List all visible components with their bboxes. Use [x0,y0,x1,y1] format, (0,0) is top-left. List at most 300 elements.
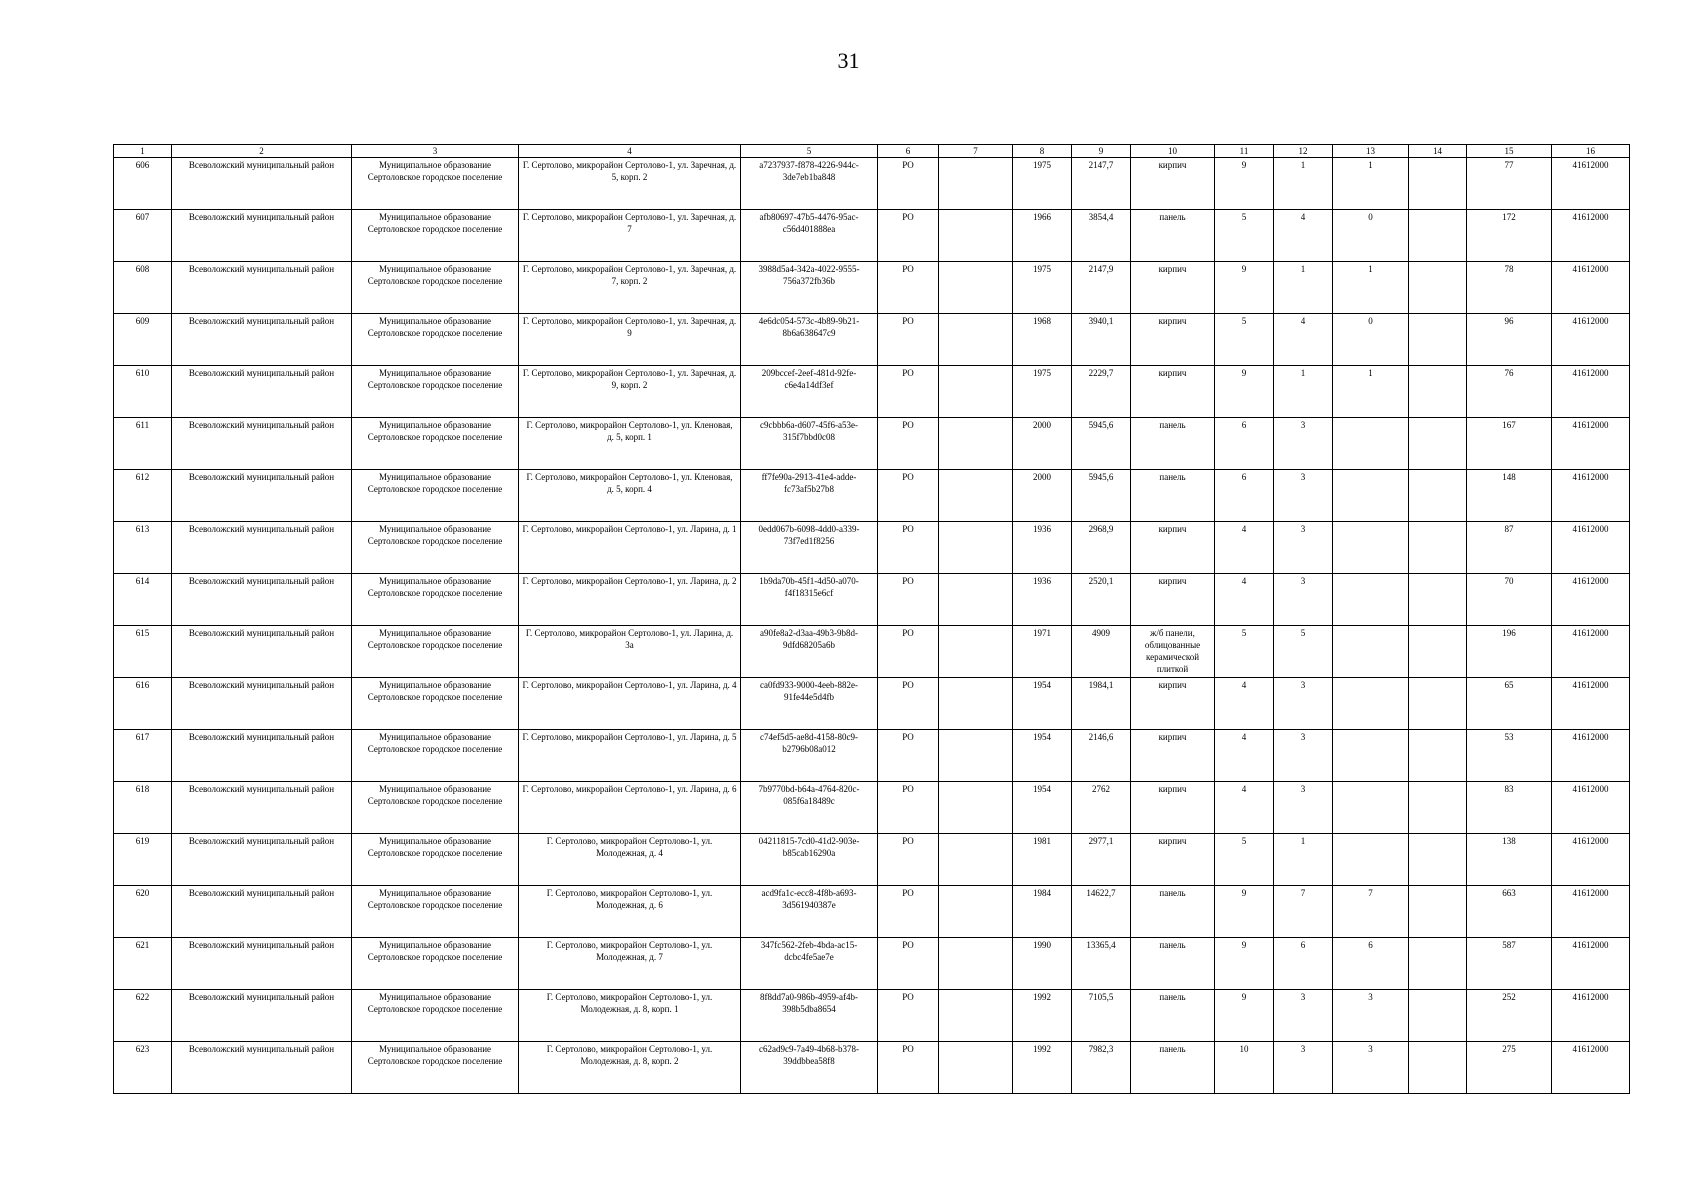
area-cell: 13365,4 [1072,938,1131,990]
area-cell: 2977,1 [1072,834,1131,886]
wall-material-cell: кирпич [1131,678,1215,730]
table-row [114,158,1630,210]
table-row [114,990,1630,1042]
year-cell: 1954 [1013,730,1072,782]
form-cell: РО [878,730,939,782]
wall-material-cell: ж/б панели, облицованные керамической плиткой [1131,626,1215,678]
wall-material-cell: кирпич [1131,522,1215,574]
col14-cell [1409,158,1467,210]
row-number: 616 [114,678,172,730]
wall-material-cell: кирпич [1131,314,1215,366]
oktmo-cell: 41612000 [1552,574,1630,626]
district-cell: Всеволожский муниципальный район [172,626,352,678]
year-cell: 2000 [1013,470,1072,522]
wall-material-cell: кирпич [1131,730,1215,782]
municipality-cell: Муниципальное образование Сертоловское городское поселение [352,262,519,314]
area-cell: 4909 [1072,626,1131,678]
floors-cell: 9 [1215,158,1274,210]
year-cell: 1975 [1013,366,1072,418]
col14-cell [1409,522,1467,574]
floors-cell: 5 [1215,314,1274,366]
col13-cell: 3 [1333,990,1409,1042]
residents-cell: 53 [1467,730,1552,782]
row-number: 619 [114,834,172,886]
residents-cell: 167 [1467,418,1552,470]
area-cell: 3854,4 [1072,210,1131,262]
page-number: 31 [837,48,860,73]
col14-cell [1409,886,1467,938]
table-row [114,314,1630,366]
wall-material-cell: панель [1131,210,1215,262]
col7-cell [939,834,1013,886]
area-cell: 5945,6 [1072,470,1131,522]
entrances-cell: 3 [1274,782,1333,834]
residents-cell: 76 [1467,366,1552,418]
wall-material-cell: кирпич [1131,834,1215,886]
col14-cell [1409,210,1467,262]
municipality-cell: Муниципальное образование Сертоловское городское поселение [352,678,519,730]
col7-cell [939,886,1013,938]
col7-cell [939,314,1013,366]
form-cell: РО [878,626,939,678]
oktmo-cell: 41612000 [1552,522,1630,574]
row-number: 620 [114,886,172,938]
column-number-header: 15 [1467,145,1552,158]
form-cell: РО [878,418,939,470]
oktmo-cell: 41612000 [1552,210,1630,262]
table-row [114,262,1630,314]
entrances-cell: 3 [1274,1042,1333,1094]
year-cell: 2000 [1013,418,1072,470]
floors-cell: 9 [1215,366,1274,418]
row-number: 607 [114,210,172,262]
address-cell: Г. Сертолово, микрорайон Сертолово-1, ул. Ларина, д. 1 [519,522,741,574]
municipality-cell: Муниципальное образование Сертоловское городское поселение [352,574,519,626]
col13-cell: 3 [1333,1042,1409,1094]
table-row [114,834,1630,886]
house-guid-cell: 209bccef-2eef-481d-92fe-c6e4a14df3ef [741,366,878,418]
col13-cell: 1 [1333,262,1409,314]
col13-cell [1333,730,1409,782]
table-row [114,1042,1630,1094]
col14-cell [1409,626,1467,678]
oktmo-cell: 41612000 [1552,1042,1630,1094]
col7-cell [939,262,1013,314]
residents-cell: 663 [1467,886,1552,938]
form-cell: РО [878,262,939,314]
floors-cell: 4 [1215,678,1274,730]
column-number-header: 7 [939,145,1013,158]
district-cell: Всеволожский муниципальный район [172,470,352,522]
address-cell: Г. Сертолово, микрорайон Сертолово-1, ул. Молодежная, д. 7 [519,938,741,990]
municipality-cell: Муниципальное образование Сертоловское городское поселение [352,938,519,990]
col13-cell: 1 [1333,158,1409,210]
year-cell: 1936 [1013,522,1072,574]
row-number: 622 [114,990,172,1042]
address-cell: Г. Сертолово, микрорайон Сертолово-1, ул. Заречная, д. 7, корп. 2 [519,262,741,314]
oktmo-cell: 41612000 [1552,158,1630,210]
year-cell: 1968 [1013,314,1072,366]
form-cell: РО [878,470,939,522]
district-cell: Всеволожский муниципальный район [172,314,352,366]
house-guid-cell: ca0fd933-9000-4eeb-882e-91fe44e5d4fb [741,678,878,730]
column-number-header: 9 [1072,145,1131,158]
district-cell: Всеволожский муниципальный район [172,990,352,1042]
house-guid-cell: c74ef5d5-ae8d-4158-80c9-b2796b08a012 [741,730,878,782]
row-number: 606 [114,158,172,210]
column-number-row [114,145,1630,158]
area-cell: 2229,7 [1072,366,1131,418]
floors-cell: 4 [1215,574,1274,626]
residents-cell: 275 [1467,1042,1552,1094]
municipality-cell: Муниципальное образование Сертоловское городское поселение [352,522,519,574]
district-cell: Всеволожский муниципальный район [172,366,352,418]
column-number-header: 3 [352,145,519,158]
residents-cell: 196 [1467,626,1552,678]
column-number-header: 12 [1274,145,1333,158]
house-guid-cell: 1b9da70b-45f1-4d50-a070-f4f18315e6cf [741,574,878,626]
col7-cell [939,522,1013,574]
house-guid-cell: 3988d5a4-342a-4022-9555-756a372fb36b [741,262,878,314]
floors-cell: 9 [1215,990,1274,1042]
house-guid-cell: 0edd067b-6098-4dd0-a339-73f7ed1f8256 [741,522,878,574]
row-number: 613 [114,522,172,574]
district-cell: Всеволожский муниципальный район [172,938,352,990]
floors-cell: 9 [1215,938,1274,990]
entrances-cell: 5 [1274,626,1333,678]
oktmo-cell: 41612000 [1552,626,1630,678]
house-guid-cell: ff7fe90a-2913-41e4-adde-fc73af5b27b8 [741,470,878,522]
municipality-cell: Муниципальное образование Сертоловское городское поселение [352,1042,519,1094]
address-cell: Г. Сертолово, микрорайон Сертолово-1, ул. Молодежная, д. 4 [519,834,741,886]
form-cell: РО [878,210,939,262]
area-cell: 7105,5 [1072,990,1131,1042]
col14-cell [1409,418,1467,470]
district-cell: Всеволожский муниципальный район [172,730,352,782]
table-body [114,158,1630,1094]
area-cell: 1984,1 [1072,678,1131,730]
district-cell: Всеволожский муниципальный район [172,782,352,834]
col7-cell [939,418,1013,470]
row-number: 614 [114,574,172,626]
entrances-cell: 4 [1274,210,1333,262]
table-row [114,886,1630,938]
col13-cell: 6 [1333,938,1409,990]
col14-cell [1409,470,1467,522]
year-cell: 1992 [1013,990,1072,1042]
house-guid-cell: acd9fa1c-ecc8-4f8b-a693-3d561940387e [741,886,878,938]
area-cell: 5945,6 [1072,418,1131,470]
row-number: 608 [114,262,172,314]
entrances-cell: 6 [1274,938,1333,990]
residents-cell: 65 [1467,678,1552,730]
entrances-cell: 3 [1274,574,1333,626]
form-cell: РО [878,158,939,210]
column-number-header: 4 [519,145,741,158]
form-cell: РО [878,782,939,834]
col14-cell [1409,1042,1467,1094]
wall-material-cell: панель [1131,470,1215,522]
oktmo-cell: 41612000 [1552,418,1630,470]
column-number-header: 16 [1552,145,1630,158]
municipality-cell: Муниципальное образование Сертоловское городское поселение [352,782,519,834]
row-number: 623 [114,1042,172,1094]
entrances-cell: 3 [1274,470,1333,522]
col7-cell [939,366,1013,418]
floors-cell: 4 [1215,782,1274,834]
address-cell: Г. Сертолово, микрорайон Сертолово-1, ул. Ларина, д. 4 [519,678,741,730]
house-guid-cell: c9cbbb6a-d607-45f6-a53e-315f7bbd0c08 [741,418,878,470]
area-cell: 2147,7 [1072,158,1131,210]
table-row [114,626,1630,678]
address-cell: Г. Сертолово, микрорайон Сертолово-1, ул. Заречная, д. 5, корп. 2 [519,158,741,210]
wall-material-cell: панель [1131,938,1215,990]
table-row [114,418,1630,470]
col14-cell [1409,574,1467,626]
residents-cell: 148 [1467,470,1552,522]
wall-material-cell: кирпич [1131,782,1215,834]
residents-cell: 252 [1467,990,1552,1042]
residents-cell: 83 [1467,782,1552,834]
house-guid-cell: 04211815-7cd0-41d2-903e-b85cab16290a [741,834,878,886]
entrances-cell: 4 [1274,314,1333,366]
col13-cell [1333,678,1409,730]
row-number: 611 [114,418,172,470]
col7-cell [939,626,1013,678]
wall-material-cell: кирпич [1131,262,1215,314]
col14-cell [1409,314,1467,366]
col7-cell [939,210,1013,262]
row-number: 612 [114,470,172,522]
area-cell: 2968,9 [1072,522,1131,574]
floors-cell: 10 [1215,1042,1274,1094]
municipality-cell: Муниципальное образование Сертоловское городское поселение [352,834,519,886]
municipality-cell: Муниципальное образование Сертоловское городское поселение [352,210,519,262]
column-number-header: 6 [878,145,939,158]
district-cell: Всеволожский муниципальный район [172,834,352,886]
year-cell: 1975 [1013,158,1072,210]
municipality-cell: Муниципальное образование Сертоловское городское поселение [352,418,519,470]
address-cell: Г. Сертолово, микрорайон Сертолово-1, ул. Заречная, д. 9, корп. 2 [519,366,741,418]
year-cell: 1975 [1013,262,1072,314]
address-cell: Г. Сертолово, микрорайон Сертолово-1, ул. Заречная, д. 7 [519,210,741,262]
wall-material-cell: кирпич [1131,574,1215,626]
oktmo-cell: 41612000 [1552,730,1630,782]
wall-material-cell: панель [1131,418,1215,470]
house-guid-cell: c62ad9c9-7a49-4b68-b378-39ddbbea58f8 [741,1042,878,1094]
table-row [114,366,1630,418]
column-number-header: 10 [1131,145,1215,158]
district-cell: Всеволожский муниципальный район [172,522,352,574]
col7-cell [939,990,1013,1042]
floors-cell: 5 [1215,834,1274,886]
col14-cell [1409,730,1467,782]
row-number: 615 [114,626,172,678]
area-cell: 2520,1 [1072,574,1131,626]
address-cell: Г. Сертолово, микрорайон Сертолово-1, ул. Молодежная, д. 6 [519,886,741,938]
residents-cell: 77 [1467,158,1552,210]
district-cell: Всеволожский муниципальный район [172,210,352,262]
district-cell: Всеволожский муниципальный район [172,262,352,314]
year-cell: 1990 [1013,938,1072,990]
table-row [114,938,1630,990]
wall-material-cell: панель [1131,990,1215,1042]
wall-material-cell: панель [1131,886,1215,938]
area-cell: 3940,1 [1072,314,1131,366]
entrances-cell: 3 [1274,730,1333,782]
table-row [114,522,1630,574]
wall-material-cell: кирпич [1131,158,1215,210]
row-number: 621 [114,938,172,990]
col14-cell [1409,262,1467,314]
district-cell: Всеволожский муниципальный район [172,158,352,210]
col7-cell [939,158,1013,210]
col13-cell: 7 [1333,886,1409,938]
table-row [114,782,1630,834]
municipality-cell: Муниципальное образование Сертоловское городское поселение [352,314,519,366]
residents-cell: 96 [1467,314,1552,366]
col13-cell [1333,782,1409,834]
year-cell: 1992 [1013,1042,1072,1094]
house-guid-cell: 7b9770bd-b64a-4764-820c-085f6a18489c [741,782,878,834]
district-cell: Всеволожский муниципальный район [172,418,352,470]
municipality-cell: Муниципальное образование Сертоловское городское поселение [352,886,519,938]
year-cell: 1984 [1013,886,1072,938]
col13-cell [1333,522,1409,574]
entrances-cell: 7 [1274,886,1333,938]
year-cell: 1954 [1013,678,1072,730]
address-cell: Г. Сертолово, микрорайон Сертолово-1, ул. Ларина, д. 2 [519,574,741,626]
table-row [114,678,1630,730]
municipality-cell: Муниципальное образование Сертоловское городское поселение [352,730,519,782]
column-number-header: 2 [172,145,352,158]
col14-cell [1409,990,1467,1042]
row-number: 617 [114,730,172,782]
form-cell: РО [878,522,939,574]
district-cell: Всеволожский муниципальный район [172,574,352,626]
column-number-header: 14 [1409,145,1467,158]
col14-cell [1409,366,1467,418]
oktmo-cell: 41612000 [1552,366,1630,418]
area-cell: 2146,6 [1072,730,1131,782]
municipality-cell: Муниципальное образование Сертоловское городское поселение [352,366,519,418]
area-cell: 2147,9 [1072,262,1131,314]
form-cell: РО [878,1042,939,1094]
col14-cell [1409,834,1467,886]
col7-cell [939,1042,1013,1094]
oktmo-cell: 41612000 [1552,262,1630,314]
column-number-header: 8 [1013,145,1072,158]
col14-cell [1409,782,1467,834]
housing-register-table [113,144,1630,1094]
row-number: 609 [114,314,172,366]
col14-cell [1409,678,1467,730]
house-guid-cell: 347fc562-2feb-4bda-ac15-dcbc4fe5ae7e [741,938,878,990]
entrances-cell: 3 [1274,990,1333,1042]
entrances-cell: 3 [1274,678,1333,730]
residents-cell: 172 [1467,210,1552,262]
residents-cell: 87 [1467,522,1552,574]
table-row [114,470,1630,522]
residents-cell: 78 [1467,262,1552,314]
year-cell: 1981 [1013,834,1072,886]
table-row [114,574,1630,626]
year-cell: 1971 [1013,626,1072,678]
oktmo-cell: 41612000 [1552,990,1630,1042]
col13-cell [1333,418,1409,470]
form-cell: РО [878,314,939,366]
column-number-header: 13 [1333,145,1409,158]
entrances-cell: 3 [1274,522,1333,574]
col7-cell [939,678,1013,730]
entrances-cell: 1 [1274,262,1333,314]
address-cell: Г. Сертолово, микрорайон Сертолово-1, ул. Ларина, д. 5 [519,730,741,782]
municipality-cell: Муниципальное образование Сертоловское городское поселение [352,990,519,1042]
oktmo-cell: 41612000 [1552,886,1630,938]
house-guid-cell: a7237937-f878-4226-944c-3de7eb1ba848 [741,158,878,210]
col7-cell [939,938,1013,990]
wall-material-cell: кирпич [1131,366,1215,418]
col13-cell [1333,574,1409,626]
floors-cell: 9 [1215,886,1274,938]
row-number: 610 [114,366,172,418]
year-cell: 1966 [1013,210,1072,262]
address-cell: Г. Сертолово, микрорайон Сертолово-1, ул. Кленовая, д. 5, корп. 1 [519,418,741,470]
col7-cell [939,470,1013,522]
column-number-header: 1 [114,145,172,158]
floors-cell: 4 [1215,522,1274,574]
municipality-cell: Муниципальное образование Сертоловское городское поселение [352,158,519,210]
district-cell: Всеволожский муниципальный район [172,886,352,938]
entrances-cell: 1 [1274,834,1333,886]
district-cell: Всеволожский муниципальный район [172,678,352,730]
col13-cell: 0 [1333,210,1409,262]
oktmo-cell: 41612000 [1552,834,1630,886]
oktmo-cell: 41612000 [1552,938,1630,990]
residents-cell: 70 [1467,574,1552,626]
col13-cell [1333,834,1409,886]
table-row [114,210,1630,262]
col13-cell [1333,470,1409,522]
col14-cell [1409,938,1467,990]
oktmo-cell: 41612000 [1552,470,1630,522]
entrances-cell: 1 [1274,158,1333,210]
col13-cell: 0 [1333,314,1409,366]
col7-cell [939,782,1013,834]
form-cell: РО [878,678,939,730]
district-cell: Всеволожский муниципальный район [172,1042,352,1094]
residents-cell: 138 [1467,834,1552,886]
floors-cell: 4 [1215,730,1274,782]
floors-cell: 9 [1215,262,1274,314]
area-cell: 7982,3 [1072,1042,1131,1094]
oktmo-cell: 41612000 [1552,678,1630,730]
floors-cell: 5 [1215,626,1274,678]
address-cell: Г. Сертолово, микрорайон Сертолово-1, ул. Молодежная, д. 8, корп. 2 [519,1042,741,1094]
address-cell: Г. Сертолово, микрорайон Сертолово-1, ул. Молодежная, д. 8, корп. 1 [519,990,741,1042]
table-row [114,730,1630,782]
entrances-cell: 1 [1274,366,1333,418]
form-cell: РО [878,886,939,938]
oktmo-cell: 41612000 [1552,782,1630,834]
year-cell: 1954 [1013,782,1072,834]
address-cell: Г. Сертолово, микрорайон Сертолово-1, ул. Ларина, д. 6 [519,782,741,834]
column-number-header: 5 [741,145,878,158]
col13-cell [1333,626,1409,678]
form-cell: РО [878,938,939,990]
address-cell: Г. Сертолово, микрорайон Сертолово-1, ул. Заречная, д. 9 [519,314,741,366]
municipality-cell: Муниципальное образование Сертоловское городское поселение [352,626,519,678]
